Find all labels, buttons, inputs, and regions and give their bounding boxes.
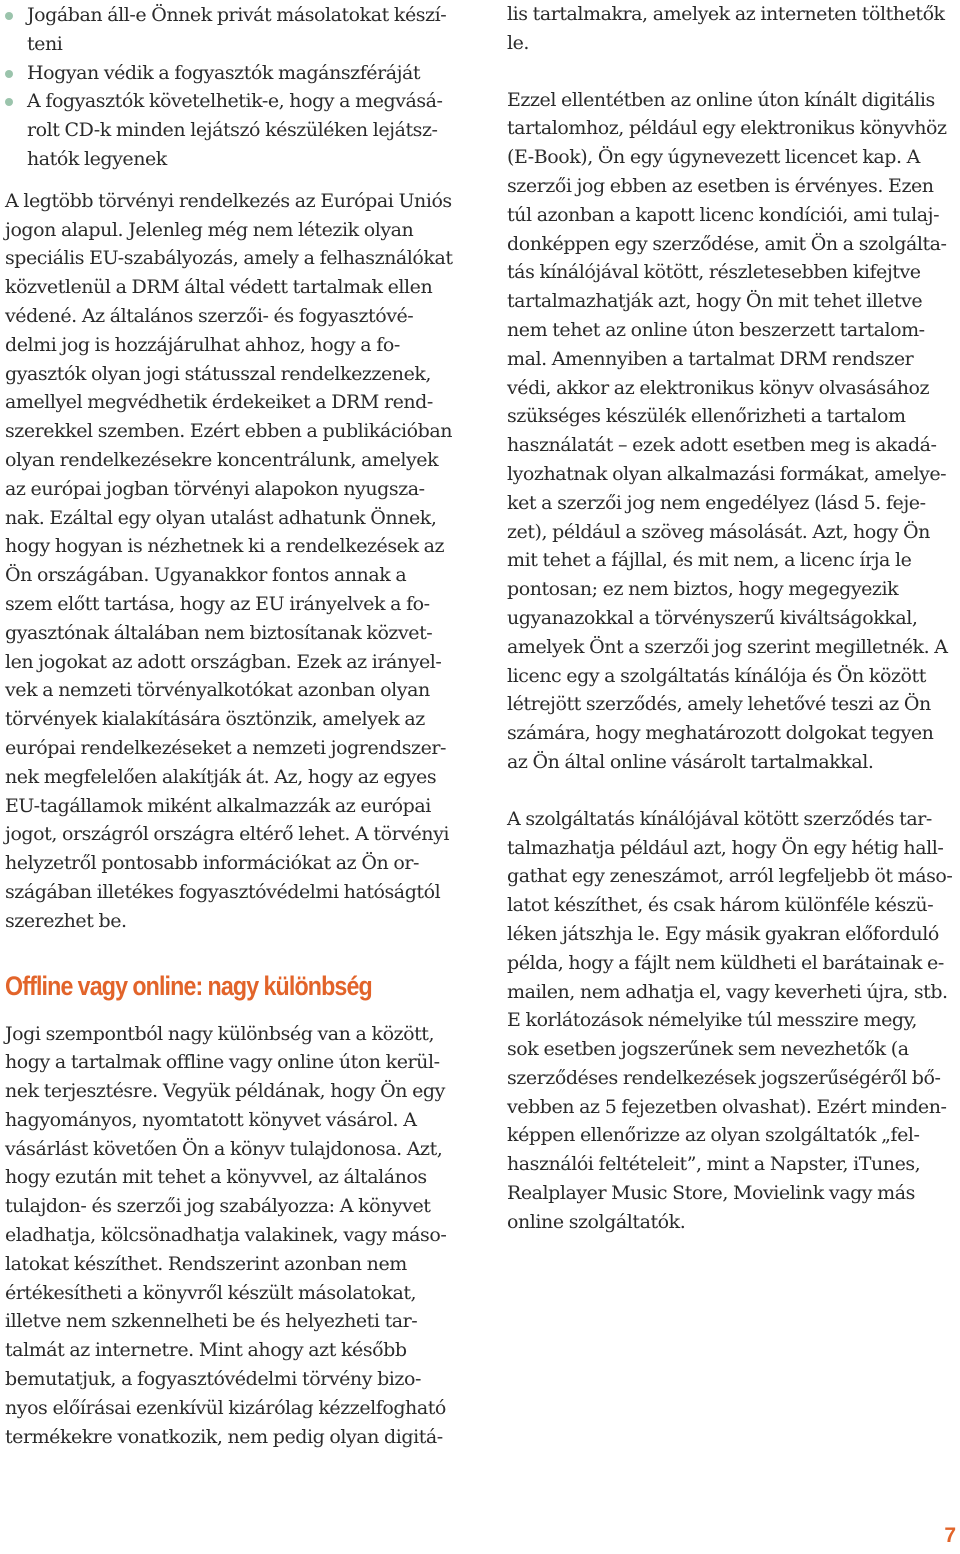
section-heading: Offline vagy online: nagy különbség <box>5 970 372 1001</box>
right-column <box>507 0 957 1237</box>
text-line: mailen, nem adhatja el, vagy keverheti újra, stb. <box>507 980 948 1003</box>
text-line: hogy hogyan is nézhetnek ki a rendelkezések az <box>5 535 445 558</box>
text-line: delmi jog is hozzájárulhat ahhoz, hogy a fo- <box>5 333 400 356</box>
text-line: Ezzel ellentétben az online úton kínált digitális <box>507 88 935 111</box>
text-line: tartalmazhatják azt, hogy Ön mit tehet illetve <box>507 290 923 313</box>
text-line: amellyel megvédhetik érdekeiket a DRM rend- <box>5 391 433 414</box>
text-line: nak. Ezáltal egy olyan utalást adhatunk Önnek, <box>5 506 437 529</box>
text-line: licenc egy a szolgáltatás kínálója és Ön között <box>507 664 926 687</box>
text-line: értékesítheti a könyvről készült másolatokat, <box>5 1281 417 1304</box>
text-line: vek a nemzeti törvényalkotókat azonban olyan <box>5 679 430 702</box>
left-column <box>5 0 457 1451</box>
text-line: szágában illetékes fogyasztóvédelmi hatóságtól <box>5 880 441 903</box>
text-line: Realplayer Music Store, Movielink vagy más <box>507 1182 915 1205</box>
text-line: mal. Amennyiben a tartalmat DRM rendszer <box>507 347 914 370</box>
text-line: A legtöbb törvényi rendelkezés az Európai Uniós <box>5 189 452 212</box>
bullet-item <box>5 87 457 173</box>
text-line: használói feltételeit”, mint a Napster, iTunes, <box>507 1153 921 1176</box>
text-line: A fogyasztók követelhetik-e, hogy a megvásá- <box>27 90 443 113</box>
text-line: közvetlenül a DRM által védett tartalmak ellen <box>5 276 433 299</box>
text-line: latot készíthet, és csak három különféle készü- <box>507 894 934 917</box>
paragraph <box>5 1020 457 1452</box>
text-line: Jogában áll-e Önnek privát másolatokat készí- <box>27 4 447 26</box>
text-line: védené. Az általános szerzői- és fogyasztóvé- <box>5 304 414 327</box>
text-line: olyan rendelkezésekre koncentrálunk, amelyek <box>5 448 439 471</box>
text-line: jogot, országról országra eltérő lehet. A törvényi <box>5 823 449 846</box>
text-line: nek megfelelően alakítják át. Az, hogy az egyes <box>5 765 437 788</box>
paragraph <box>507 805 957 1237</box>
text-line: szerekkel szemben. Ezért ebben a publikációban <box>5 420 453 443</box>
text-line: le. <box>507 31 530 54</box>
text-line: vásárlást követően Ön a könyv tulajdonosa. Azt, <box>5 1137 443 1160</box>
text-line: használatát – ezek adott esetben meg is akadá- <box>507 434 937 457</box>
text-line: Hogyan védik a fogyasztók magánszféráját <box>27 61 421 84</box>
text-line: hatók legyenek <box>27 147 167 170</box>
text-line: az Ön által online vásárolt tartalmakkal. <box>507 750 874 773</box>
text-line: speciális EU-szabályozás, amely a felhasználókat <box>5 247 453 270</box>
text-line: ket a szerzői jog nem engedélyez (lásd 5. feje- <box>507 491 926 514</box>
text-line: rolt CD-k minden lejátszó készüléken lejátsz- <box>27 119 438 142</box>
text-line: helyzetről pontosabb információkat az Ön or- <box>5 852 419 875</box>
text-line: A szolgáltatás kínálójával kötött szerződés tar- <box>507 807 932 830</box>
text-line: szem előtt tartása, hogy az EU irányelvek a fo- <box>5 592 430 615</box>
text-line: gathat egy zeneszámot, arról legfeljebb öt máso- <box>507 865 953 888</box>
text-line: talmazhatja például azt, hogy Ön egy hétig hall- <box>507 836 944 859</box>
bullet-list <box>5 1 457 174</box>
text-line: illetve nem szkennelheti be és helyezheti tar- <box>5 1310 418 1333</box>
text-line: vebben az 5 fejezetben olvashat). Ezért minden- <box>507 1095 947 1118</box>
text-line: számára, hogy meghatározott dolgokat tegyen <box>507 722 934 745</box>
text-line: ugyanazokkal a törvényszerű kiváltságokkal, <box>507 606 918 629</box>
text-line: teni <box>27 32 63 55</box>
bullet-item <box>5 59 457 88</box>
text-line: lis tartalmakra, amelyek az interneten tölthetők <box>507 3 945 25</box>
text-line: zet), például a szöveg másolását. Azt, hogy Ön <box>507 520 930 543</box>
spacer <box>507 777 957 805</box>
text-line: tás kínálójával kötött, részletesebben kifejtve <box>507 261 921 284</box>
text-line: bemutatjuk, a fogyasztóvédelmi törvény bizo- <box>5 1368 421 1391</box>
bullet-dot-icon <box>5 70 13 78</box>
text-line: túl azonban a kapott licenc kondíciói, ami tulaj- <box>507 203 940 226</box>
text-line: gyasztók olyan jogi státusszal rendelkezzenek, <box>5 362 432 385</box>
text-line: nyos előírásai ezenkívül kizárólag kézzelfogható <box>5 1396 446 1419</box>
text-line: jogon alapul. Jelenleg még nem létezik olyan <box>5 218 414 241</box>
text-line: E korlátozások némelyike túl messzire megy, <box>507 1009 917 1032</box>
text-line: hogy a tartalmak offline vagy online úton kerül- <box>5 1051 440 1074</box>
bullet-dot-icon <box>5 12 13 20</box>
text-line: képpen ellenőrizze az olyan szolgáltatók „fel- <box>507 1124 920 1147</box>
text-line: példa, hogy a fájlt nem küldheti el barátainak e- <box>507 951 944 974</box>
text-line: szerezhet be. <box>5 909 127 932</box>
text-line: létrejött szerződés, amely lehetővé teszi az Ön <box>507 693 931 716</box>
paragraph <box>507 86 957 777</box>
paragraph <box>5 187 457 936</box>
text-line: eladhatja, kölcsönadhatja valakinek, vagy máso- <box>5 1224 447 1247</box>
bullet-dot-icon <box>5 98 13 106</box>
text-line: (E-Book), Ön egy úgynevezett licencet kap. A <box>507 146 920 169</box>
text-line: gyasztónak általában nem biztosítanak közvet- <box>5 621 433 644</box>
text-line: tartalomhoz, például egy elektronikus könyvhöz <box>507 117 947 140</box>
text-line: törvények kialakítására ösztönzik, amelyek az <box>5 708 425 731</box>
text-line: mit tehet a fájllal, és mit nem, a licenc írja le <box>507 549 912 572</box>
text-line: EU-tagállamok miként alkalmazzák az európai <box>5 794 431 817</box>
text-line: nek terjesztésre. Vegyük példának, hogy Ön egy <box>5 1080 445 1103</box>
text-line: termékekre vonatkozik, nem pedig olyan digitá- <box>5 1425 443 1448</box>
text-line: az európai jogban törvényi alapokon nyugsza- <box>5 477 425 500</box>
text-line: szükséges készülék ellenőrizheti a tartalom <box>507 405 906 428</box>
text-line: tulajdon- és szerzői jog szabályozza: A könyvet <box>5 1195 431 1218</box>
paragraph <box>507 0 957 58</box>
text-line: latokat készíthet. Rendszerint azonban nem <box>5 1252 407 1275</box>
text-line: sok esetben jogszerűnek sem nevezhetők (a <box>507 1038 909 1061</box>
text-line: Ön országában. Ugyanakkor fontos annak a <box>5 564 407 587</box>
text-line: szerzői jog ebben az esetben is érvényes. Ezen <box>507 174 934 197</box>
text-line: védi, akkor az elektronikus könyv olvasásához <box>507 376 930 399</box>
text-line: len jogokat az adott országban. Ezek az irányel- <box>5 650 442 673</box>
bullet-item <box>5 1 457 59</box>
text-line: donképpen egy szerződése, amit Ön a szolgálta- <box>507 232 947 255</box>
text-line: lyozhatnak olyan alkalmazási formákat, amelye- <box>507 462 947 485</box>
text-line: európai rendelkezéseket a nemzeti jogrendszer- <box>5 736 446 759</box>
spacer <box>5 174 457 187</box>
text-line: online szolgáltatók. <box>507 1210 686 1233</box>
spacer <box>507 58 957 86</box>
text-line: hogy ezután mit tehet a könyvvel, az általános <box>5 1166 427 1189</box>
text-line: amelyek Önt a szerzői jog szerint megilletnék. A <box>507 635 948 658</box>
text-line: hagyományos, nyomtatott könyvet vásárol. A <box>5 1108 417 1131</box>
text-line: talmát az internetre. Mint ahogy azt később <box>5 1339 407 1362</box>
text-line: Jogi szempontból nagy különbség van a között, <box>5 1022 435 1045</box>
text-line: szerződéses rendelkezések jogszerűségéről bő- <box>507 1066 941 1089</box>
text-line: pontosan; ez nem biztos, hogy megegyezik <box>507 578 899 601</box>
text-line: nem tehet az online úton beszerzett tartalom- <box>507 318 925 341</box>
text-line: léken játszhja le. Egy másik gyakran előforduló <box>507 922 939 945</box>
page-number: 7 <box>944 1524 956 1547</box>
